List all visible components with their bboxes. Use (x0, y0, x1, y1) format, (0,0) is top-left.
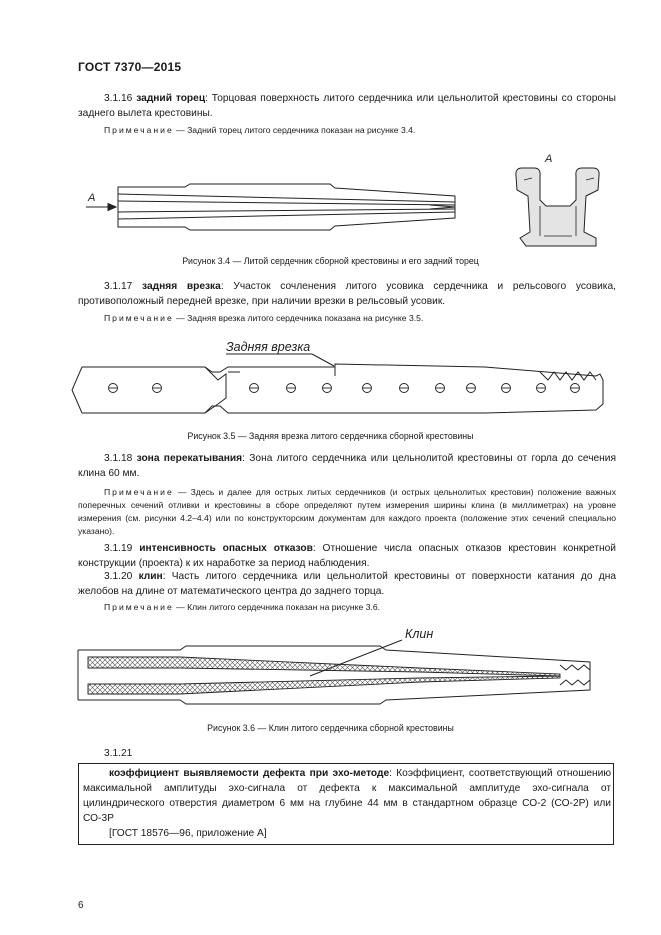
clause-3-1-21-number (78, 746, 616, 761)
clause-term: клин (138, 571, 163, 582)
note-text: — Задний торец литого сердечника показан на рисунке 3.4. (173, 125, 416, 135)
note-label: Примечание (104, 313, 174, 323)
page-number: 6 (78, 900, 84, 911)
wedge-label: Клин (405, 627, 434, 641)
clause-text: : Участок сочленения литого усовика сердечника и рельсового усовика, противоположный передней врезке, при наличии врезки в рельсовый усовик. (78, 281, 616, 307)
clause-number: 3.1.16 (104, 93, 133, 104)
clause-term: зона перекатывания (136, 453, 243, 464)
clause-number: 3.1.19 (104, 543, 133, 554)
clause-3-1-21-box (78, 763, 614, 845)
clause-term: интенсивность опасных отказов (139, 543, 313, 554)
clause-text: : Отношение числа опасных отказов крестовин конкретной конструкции (проекта) к их наработке за период наблюдения. (78, 543, 616, 569)
clause-number: 3.1.18 (104, 453, 133, 464)
clause-term: задний торец (136, 93, 206, 104)
note-text: — Клин литого сердечника показан на рисунке 3.6. (173, 602, 381, 612)
figure-3-4-caption: Рисунок 3.4 — Литой сердечник сборной крестовины и его задний торец (182, 256, 479, 266)
note-label: Примечание (104, 487, 174, 497)
clause-number: 3.1.21 (104, 748, 133, 759)
clause-text: : Коэффициент, соответствующий отношению максимальной амплитуды эхо-сигнала от дефекта к максимальной амплитуде эхо-сигнала от цилиндрического отверстия диаметром 6 мм на глубине 44 мм в стандартном образце СО-2 (СО-2Р) или СО-3Р (83, 768, 611, 824)
section-label-a: А (545, 153, 553, 165)
clause-number: 3.1.17 (104, 281, 133, 292)
figure-3-5-caption: Рисунок 3.5 — Задняя врезка литого сердечника сборной крестовины (187, 431, 474, 441)
clause-text: : Торцовая поверхность литого сердечника или цельнолитой крестовины со стороны заднего вылета крестовины. (78, 93, 616, 119)
clause-number: 3.1.20 (104, 571, 133, 582)
note-text: — Задняя врезка литого сердечника показана на рисунке 3.5. (173, 313, 424, 323)
note-label: Примечание (104, 602, 174, 612)
clause-term: задняя врезка (142, 281, 221, 292)
note-text: — Здесь и далее для острых литых сердечников (и острых цельнолитых крестовин) положение важных поперечных сечений отливки и крестовины в сборе определяют путем измерения ширины клина (в миллиметрах) на уровне измерения (см. рисунки 4.2–4.4) или по конструкторским документам для каждого проекта (положение этих сечений специально указано). (78, 487, 616, 536)
clause-term: коэффициент выявляемости дефекта при эхо-методе (109, 768, 390, 779)
rear-insert-label: Задняя врезка (226, 340, 311, 354)
document-header: ГОСТ 7370—2015 (78, 60, 182, 74)
note-label: Примечание (104, 125, 174, 135)
arrow-label-a: А (88, 192, 96, 204)
figure-3-6-caption: Рисунок 3.6 — Клин литого сердечника сборной крестовины (207, 723, 454, 733)
clause-reference: [ГОСТ 18576—96, приложение А] (109, 828, 267, 839)
clause-text: : Зона литого сердечника или цельнолитой крестовины от горла до сечения клина 60 мм. (78, 453, 616, 479)
clause-text: : Часть литого сердечника или цельнолитой крестовины от поверхности катания до дна желобов на длине от математического центра до заднего торца. (78, 571, 616, 597)
